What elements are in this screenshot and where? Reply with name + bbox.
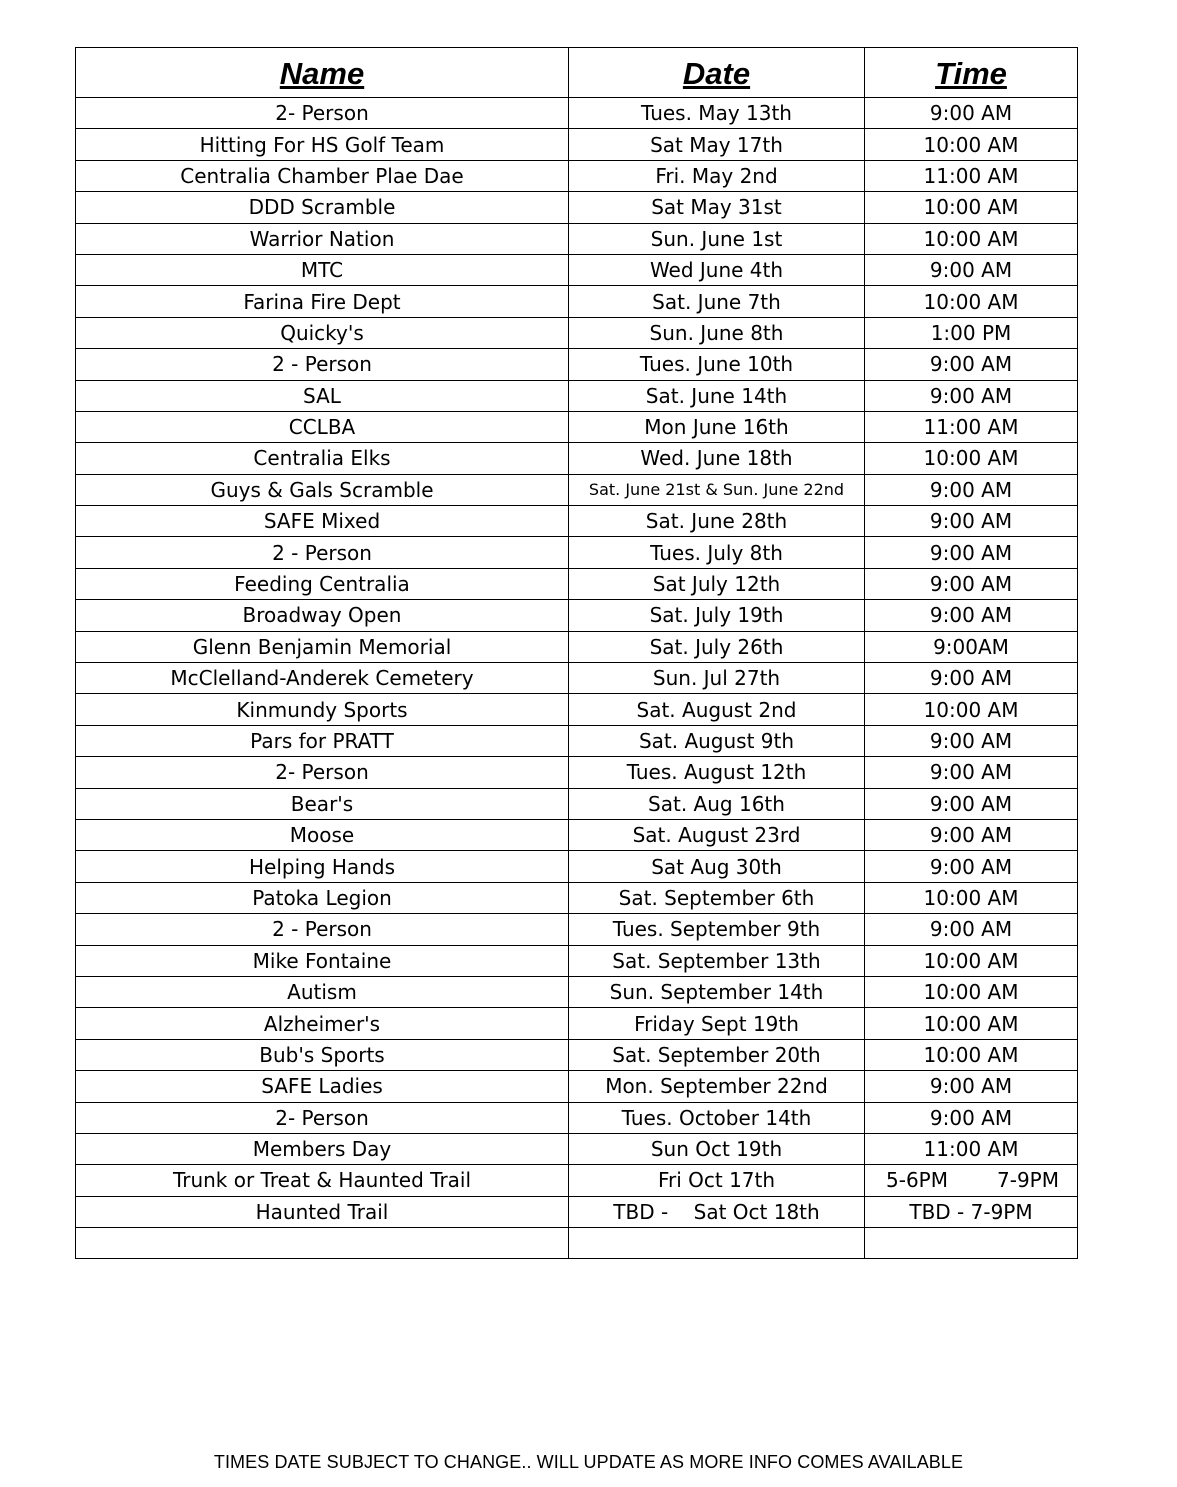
event-name: Centralia Chamber Plae Dae bbox=[76, 160, 569, 191]
event-name: Broadway Open bbox=[76, 600, 569, 631]
event-name: Glenn Benjamin Memorial bbox=[76, 631, 569, 662]
event-time: 9:00 AM bbox=[865, 506, 1078, 537]
event-name: Trunk or Treat & Haunted Trail bbox=[76, 1165, 569, 1196]
table-row bbox=[76, 1196, 1078, 1227]
event-date: Sat May 31st bbox=[569, 192, 865, 223]
event-time: 10:00 AM bbox=[865, 286, 1078, 317]
event-name: 2 - Person bbox=[76, 349, 569, 380]
event-time: 9:00 AM bbox=[865, 568, 1078, 599]
event-date: Sat. September 20th bbox=[569, 1039, 865, 1070]
event-date: Sat. July 19th bbox=[569, 600, 865, 631]
event-name: Autism bbox=[76, 976, 569, 1007]
event-date: Mon June 16th bbox=[569, 411, 865, 442]
event-date: Sat. June 28th bbox=[569, 506, 865, 537]
event-name: Quicky's bbox=[76, 317, 569, 348]
event-name: SAFE Mixed bbox=[76, 506, 569, 537]
event-name: Mike Fontaine bbox=[76, 945, 569, 976]
event-time: 9:00 AM bbox=[865, 851, 1078, 882]
event-date: TBD - Sat Oct 18th bbox=[569, 1196, 865, 1227]
event-date: Sat. August 2nd bbox=[569, 694, 865, 725]
event-time: 9:00 AM bbox=[865, 1071, 1078, 1102]
event-date: Wed. June 18th bbox=[569, 443, 865, 474]
table-row bbox=[76, 882, 1078, 913]
event-name: MTC bbox=[76, 254, 569, 285]
event-time: 9:00 AM bbox=[865, 1102, 1078, 1133]
column-header-date: Date bbox=[569, 48, 865, 98]
table-row bbox=[76, 474, 1078, 505]
table-row bbox=[76, 914, 1078, 945]
table-row bbox=[76, 600, 1078, 631]
table-row bbox=[76, 506, 1078, 537]
event-date: Sat July 12th bbox=[569, 568, 865, 599]
event-time: 10:00 AM bbox=[865, 192, 1078, 223]
event-date bbox=[569, 1228, 865, 1259]
table-row bbox=[76, 631, 1078, 662]
event-name: Farina Fire Dept bbox=[76, 286, 569, 317]
table-row bbox=[76, 411, 1078, 442]
event-date: Sun. June 8th bbox=[569, 317, 865, 348]
event-time: 1:00 PM bbox=[865, 317, 1078, 348]
event-name: Members Day bbox=[76, 1133, 569, 1164]
table-row bbox=[76, 349, 1078, 380]
event-time: 10:00 AM bbox=[865, 694, 1078, 725]
table-row bbox=[76, 223, 1078, 254]
event-time: 9:00 AM bbox=[865, 788, 1078, 819]
event-name: Guys & Gals Scramble bbox=[76, 474, 569, 505]
event-time: 9:00 AM bbox=[865, 914, 1078, 945]
table-row bbox=[76, 380, 1078, 411]
event-time: 9:00 AM bbox=[865, 600, 1078, 631]
event-name: 2 - Person bbox=[76, 537, 569, 568]
table-row bbox=[76, 98, 1078, 129]
event-date: Tues. July 8th bbox=[569, 537, 865, 568]
table-row bbox=[76, 192, 1078, 223]
table-row bbox=[76, 1039, 1078, 1070]
table-row bbox=[76, 788, 1078, 819]
event-time: 10:00 AM bbox=[865, 1008, 1078, 1039]
table-row bbox=[76, 694, 1078, 725]
header-row bbox=[76, 48, 1078, 98]
table-row bbox=[76, 1071, 1078, 1102]
event-time: TBD - 7-9PM bbox=[865, 1196, 1078, 1227]
column-header-time: Time bbox=[865, 48, 1078, 98]
event-name: Alzheimer's bbox=[76, 1008, 569, 1039]
event-date: Sat. September 13th bbox=[569, 945, 865, 976]
event-time bbox=[865, 1228, 1078, 1259]
event-time: 10:00 AM bbox=[865, 1039, 1078, 1070]
event-name: CCLBA bbox=[76, 411, 569, 442]
event-time: 10:00 AM bbox=[865, 223, 1078, 254]
event-date: Sun Oct 19th bbox=[569, 1133, 865, 1164]
table-row bbox=[76, 568, 1078, 599]
table-row bbox=[76, 254, 1078, 285]
event-name: McClelland-Anderek Cemetery bbox=[76, 663, 569, 694]
event-name: Patoka Legion bbox=[76, 882, 569, 913]
table-row bbox=[76, 1008, 1078, 1039]
event-date: Friday Sept 19th bbox=[569, 1008, 865, 1039]
event-date: Sun. September 14th bbox=[569, 976, 865, 1007]
event-name: Bub's Sports bbox=[76, 1039, 569, 1070]
event-time: 10:00 AM bbox=[865, 976, 1078, 1007]
event-name: 2- Person bbox=[76, 98, 569, 129]
event-date: Sat. July 26th bbox=[569, 631, 865, 662]
event-time bbox=[865, 1165, 1078, 1196]
table-row bbox=[76, 1165, 1078, 1196]
event-date: Sat. August 9th bbox=[569, 725, 865, 756]
event-time: 9:00 AM bbox=[865, 380, 1078, 411]
event-time-part: 5-6PM bbox=[886, 1168, 948, 1193]
table-row bbox=[76, 819, 1078, 850]
event-date: Tues. October 14th bbox=[569, 1102, 865, 1133]
event-time: 10:00 AM bbox=[865, 945, 1078, 976]
event-time-part: 7-9PM bbox=[997, 1168, 1059, 1193]
table-row bbox=[76, 129, 1078, 160]
table-row bbox=[76, 1102, 1078, 1133]
event-time: 9:00 AM bbox=[865, 663, 1078, 694]
schedule-table bbox=[75, 47, 1078, 1259]
event-date: Fri. May 2nd bbox=[569, 160, 865, 191]
table-row bbox=[76, 945, 1078, 976]
event-date: Sat. June 21st & Sun. June 22nd bbox=[569, 474, 865, 505]
event-name: Warrior Nation bbox=[76, 223, 569, 254]
table-row bbox=[76, 1133, 1078, 1164]
event-time: 11:00 AM bbox=[865, 1133, 1078, 1164]
event-name: Pars for PRATT bbox=[76, 725, 569, 756]
event-date: Tues. August 12th bbox=[569, 757, 865, 788]
event-name: 2- Person bbox=[76, 757, 569, 788]
event-time: 9:00 AM bbox=[865, 819, 1078, 850]
event-time: 9:00 AM bbox=[865, 98, 1078, 129]
column-header-name: Name bbox=[76, 48, 569, 98]
event-date: Sat. September 6th bbox=[569, 882, 865, 913]
event-name: SAL bbox=[76, 380, 569, 411]
event-date: Sat May 17th bbox=[569, 129, 865, 160]
event-date: Sat. June 7th bbox=[569, 286, 865, 317]
event-name: Helping Hands bbox=[76, 851, 569, 882]
event-date: Mon. September 22nd bbox=[569, 1071, 865, 1102]
event-date: Sun. June 1st bbox=[569, 223, 865, 254]
event-date: Tues. September 9th bbox=[569, 914, 865, 945]
table-row bbox=[76, 286, 1078, 317]
event-time: 9:00AM bbox=[865, 631, 1078, 662]
event-time: 10:00 AM bbox=[865, 129, 1078, 160]
table-row bbox=[76, 443, 1078, 474]
event-time: 11:00 AM bbox=[865, 411, 1078, 442]
table-row bbox=[76, 725, 1078, 756]
event-time: 10:00 AM bbox=[865, 443, 1078, 474]
event-time: 9:00 AM bbox=[865, 349, 1078, 380]
event-date: Sat. June 14th bbox=[569, 380, 865, 411]
table-row bbox=[76, 537, 1078, 568]
event-name: SAFE Ladies bbox=[76, 1071, 569, 1102]
event-time: 10:00 AM bbox=[865, 882, 1078, 913]
event-name: Hitting For HS Golf Team bbox=[76, 129, 569, 160]
event-name: Haunted Trail bbox=[76, 1196, 569, 1227]
table-row bbox=[76, 976, 1078, 1007]
event-name: Kinmundy Sports bbox=[76, 694, 569, 725]
event-name: Bear's bbox=[76, 788, 569, 819]
table-row bbox=[76, 757, 1078, 788]
event-name: 2 - Person bbox=[76, 914, 569, 945]
event-time: 11:00 AM bbox=[865, 160, 1078, 191]
footer-note: TIMES DATE SUBJECT TO CHANGE.. WILL UPDATE AS MORE INFO COMES AVAILABLE bbox=[213, 1452, 964, 1472]
event-name: 2- Person bbox=[76, 1102, 569, 1133]
event-date: Fri Oct 17th bbox=[569, 1165, 865, 1196]
event-date: Sat. Aug 16th bbox=[569, 788, 865, 819]
event-time: 9:00 AM bbox=[865, 254, 1078, 285]
event-time: 9:00 AM bbox=[865, 474, 1078, 505]
event-date: Tues. May 13th bbox=[569, 98, 865, 129]
event-date: Tues. June 10th bbox=[569, 349, 865, 380]
event-date: Sun. Jul 27th bbox=[569, 663, 865, 694]
table-row bbox=[76, 851, 1078, 882]
event-date: Wed June 4th bbox=[569, 254, 865, 285]
event-date: Sat Aug 30th bbox=[569, 851, 865, 882]
event-name bbox=[76, 1228, 569, 1259]
table-row bbox=[76, 317, 1078, 348]
event-name: Centralia Elks bbox=[76, 443, 569, 474]
event-date: Sat. August 23rd bbox=[569, 819, 865, 850]
event-time: 9:00 AM bbox=[865, 725, 1078, 756]
event-time: 9:00 AM bbox=[865, 537, 1078, 568]
event-time: 9:00 AM bbox=[865, 757, 1078, 788]
event-name: DDD Scramble bbox=[76, 192, 569, 223]
table-row bbox=[76, 160, 1078, 191]
event-name: Moose bbox=[76, 819, 569, 850]
event-name: Feeding Centralia bbox=[76, 568, 569, 599]
table-row bbox=[76, 1228, 1078, 1259]
table-row bbox=[76, 663, 1078, 694]
